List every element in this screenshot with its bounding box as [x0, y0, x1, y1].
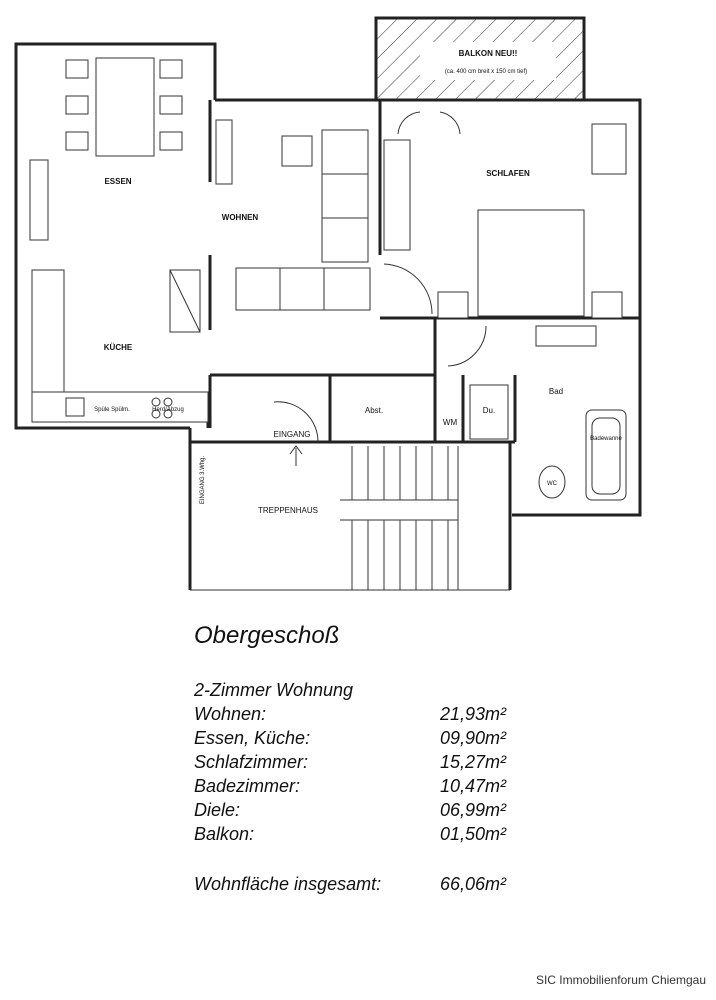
- area-label: Diele:: [194, 800, 241, 820]
- balcony: [376, 18, 584, 100]
- label-badewanne: Badewanne: [590, 436, 622, 442]
- room-label-wohnen: WOHNEN: [221, 213, 259, 222]
- room-label-wm: WM: [442, 418, 458, 427]
- room-label-essen: ESSEN: [104, 177, 132, 186]
- area-value: 21,93m²: [440, 704, 507, 724]
- area-label: Balkon:: [194, 824, 255, 844]
- agency-footer: SIC Immobilienforum Chiemgau: [535, 973, 706, 987]
- area-value: 01,50m²: [440, 824, 507, 844]
- room-label-kueche: KÜCHE: [103, 343, 133, 352]
- room-label-schlafen: SCHLAFEN: [486, 169, 530, 178]
- area-value: 09,90m²: [440, 728, 507, 748]
- area-label: Badezimmer:: [194, 776, 301, 796]
- room-label-bad: Bad: [548, 387, 564, 396]
- area-value: 10,47m²: [440, 776, 507, 796]
- room-label-abst: Abst.: [364, 406, 384, 415]
- area-label: Wohnen:: [194, 704, 267, 724]
- area-row: [194, 726, 554, 750]
- total-area-row: [194, 872, 554, 896]
- area-row: [194, 822, 554, 846]
- area-row: [194, 774, 554, 798]
- total-area-label: Wohnfläche insgesamt:: [194, 874, 382, 894]
- room-label-du: Du.: [482, 406, 496, 415]
- area-label: Schlafzimmer:: [194, 752, 309, 772]
- balkon-note: (ca. 400 cm breit x 150 cm tief): [444, 69, 528, 75]
- area-row: [194, 798, 554, 822]
- room-label-balkon: BALKON NEU!!: [458, 49, 518, 58]
- apartment-type: 2-Zimmer Wohnung: [194, 680, 354, 700]
- stairwell: [190, 446, 510, 590]
- floor-title: Obergeschoß: [194, 622, 340, 649]
- area-value: 15,27m²: [440, 752, 507, 772]
- bedroom-furniture: [384, 124, 626, 318]
- area-row: [194, 702, 554, 726]
- room-label-treppenhaus: TREPPENHAUS: [257, 506, 319, 515]
- area-label: Essen, Küche:: [194, 728, 311, 748]
- label-spuele: Spüle Spülm.: [94, 407, 130, 413]
- room-label-eingang: EINGANG: [273, 430, 311, 439]
- area-summary: [194, 678, 554, 896]
- total-area-value: 66,06m²: [440, 874, 507, 894]
- area-value: 06,99m²: [440, 800, 507, 820]
- area-row: [194, 750, 554, 774]
- label-wc: WC: [547, 481, 557, 487]
- dining-set: [66, 58, 182, 156]
- sofa-group: [170, 120, 370, 332]
- label-herd: Herd/Abzug: [152, 407, 184, 413]
- label-eingang-3whg: EINGANG 3.Whg.: [200, 455, 206, 505]
